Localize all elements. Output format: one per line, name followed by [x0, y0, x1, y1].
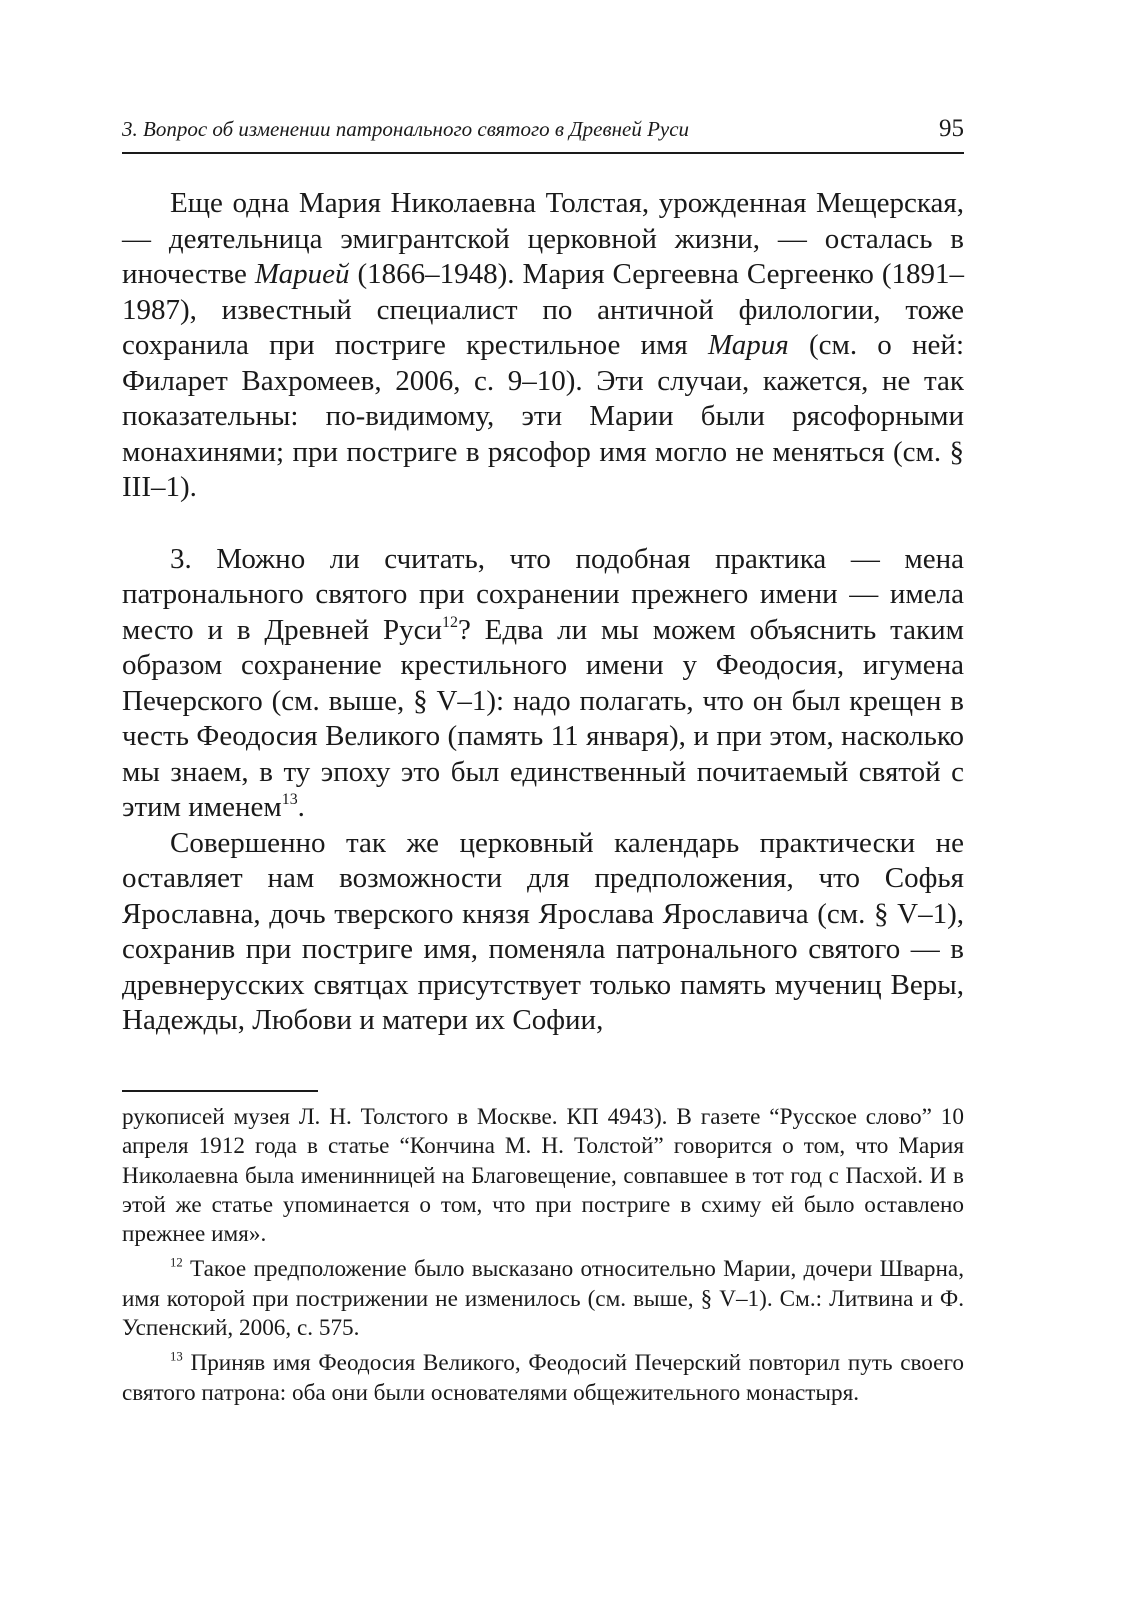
- footnote-13-text: Приняв имя Феодосия Великого, Феодосий Печерский повторил путь своего святого патрона: оба они были основателями общежительного монастыря.: [122, 1350, 964, 1406]
- footnote-12: [122, 1255, 964, 1343]
- page-number: 95: [939, 115, 964, 142]
- p1-text-e: (см. о ней: Филарет Вахромеев, 2006, с. 9–10). Эти случаи, кажется, не так показательны: по-видимому, эти Марии были рясофорными монахинями; при постриге в рясофор имя могло не меняться (см. § III–1).: [122, 329, 964, 503]
- footnote-12-text: Такое предположение было высказано относительно Марии, дочери Шварна, имя которой при пострижении не изменилось (см. выше, § V–1). См.: Литвина и Ф. Успенский, 2006, с. 575.: [122, 1256, 964, 1342]
- running-title: 3. Вопрос об изменении патронального святого в Древней Руси: [122, 117, 690, 141]
- footnote-continuation: рукописей музея Л. Н. Толстого в Москве. КП 4943). В газете “Русское слово” 10 апреля 1912 года в статье “Кончина М. Н. Толстой” говорится о том, что Мария Николаевна была именинницей на Благовещение, совпавшее в тот год с Пасхой. И в этой же статье упоминается о том, что при постриге в схиму ей было оставлено прежнее имя».: [122, 1104, 964, 1248]
- paragraph-2: [122, 542, 964, 826]
- footnote-13: [122, 1349, 964, 1408]
- paragraph-1: [122, 186, 964, 506]
- p2-text-c: .: [297, 791, 305, 823]
- p1-text-a: Еще одна Мария Николаевна Толстая, урожденная Мещерская, — деятельница эмигрантской церковной жизни, — осталась в иночестве: [122, 187, 964, 290]
- footnote-number-13: 13: [170, 1349, 183, 1364]
- p2-text-b: ? Едва ли мы можем объяснить таким образом сохранение крестильного имени у Феодосия, игумена Печерского (см. выше, § V–1): надо полагать, что он был крещен в честь Феодосия Великого (память 11 января), и при этом, насколько мы знаем, в ту эпоху это был единственный почитаемый святой с этим именем: [122, 613, 964, 823]
- footnote-rule: [122, 1090, 318, 1092]
- footnote-number-12: 12: [170, 1255, 183, 1270]
- paragraph-3: Совершенно так же церковный календарь практически не оставляет нам возможности для предположения, что Софья Ярославна, дочь тверского князя Ярослава Ярославича (см. § V–1), сохранив при постриге имя, поменяла патронального святого — в древнерусских святцах присутствует только память мучениц Веры, Надежды, Любови и матери их Софии,: [122, 826, 964, 1036]
- p1-italic-mariey: Марией: [254, 258, 350, 290]
- header-rule: [122, 152, 964, 154]
- footnotes: [122, 1103, 964, 1408]
- main-text: [122, 186, 964, 1039]
- p1-text-c: (1866–1948). Мария Сергеевна Сергеенко (1891–1987), известный специалист по античной филологии, тоже сохранила при постриге крестильное имя: [122, 258, 964, 361]
- running-header: [122, 117, 964, 151]
- footnote-ref-13[interactable]: 13: [281, 791, 298, 809]
- p2-text-a: 3. Можно ли считать, что подобная практика — мена патронального святого при сохранении прежнего имени — имела место и в Древней Руси: [122, 542, 964, 646]
- p1-italic-mariya: Мария: [708, 329, 789, 361]
- footnote-ref-12[interactable]: 12: [442, 613, 458, 631]
